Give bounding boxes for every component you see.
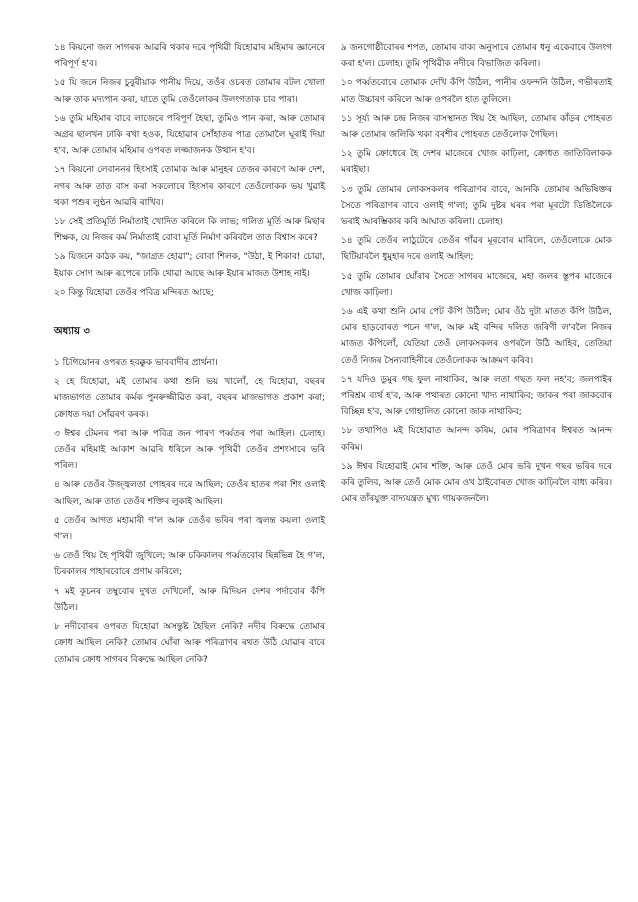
verse-paragraph: ২০ কিন্তু যিহোৱা তেওঁৰ পবিত্ৰ মন্দিৰত আছে; [54,287,214,298]
verse-paragraph: ১৪ কিয়নো জল সাগৰক আৱৰি থকাৰ দৰে পৃথিৱী যিহোৱাৰ মহিমাৰ জ্ঞানেৰে পৰিপূৰ্ণ হ'ব। [54,43,325,70]
verse-paragraph: ১৮ তথাপিও মই যিহোৱাত আনন্দ কৰিম, মোৰ পৰিত্ৰাণৰ ঈশ্বৰত আনন্দ কৰিম। [341,426,612,453]
verse-paragraph: ২ হে যিহোৱা, মই তোমাৰ কথা শুনি ভয় খালোঁ, হে যিহোৱা, বছৰৰ মাজভাগত তোমাৰ কৰ্মক পুনৰুজ্জীৱিত কৰা, বছৰৰ মাজভাগত প্ৰকাশ কৰা; ক্ৰোধত দয়া সোঁৱৰণ কৰক। [54,377,325,420]
verse-paragraph: ১৫ তুমি তোমাৰ ঘোঁৰাৰ সৈতে সাগৰৰ মাজেৰে, মহা জলৰ স্তূপৰ মাজেৰে খোজ কাঢ়িলা। [341,271,612,298]
verse-paragraph: ১৯ যিজনে কাঠক কয়, "জাগ্ৰত হোৱা"; বোবা শিলক, "উঠা, ই শিকাব! চোৱা, ইয়াক সোণ আৰু ৰূপেৰে ঢাকি থোৱা আছে আৰু ইয়াৰ মাজত উশাহ নাই। [54,252,325,279]
verse-paragraph: ১৮ সেই প্ৰতিমূৰ্তি নিৰ্মাতাই খোদিত কৰিলে কি লাভ; গলিত মূৰ্তি আৰু মিছাৰ শিক্ষক, যে নিজৰ কৰ্ম নিৰ্মাতাই বোবা মূৰ্তি নিৰ্মাণ কৰিবলৈ তাত বিশ্বাস কৰে? [54,217,325,244]
verse-paragraph: ১৬ এই কথা শুনি মোৰ পেট কঁপি উঠিল; মোৰ ওঁঠ দুটা মাতত কঁপি উঠিল, মোৰ হাড়বোৰত পচন গ'ল, আৰু মই বন্দিৰ দলিত জৰিণী ল'বলৈ নিজৰ মাজত কঁপিলোঁ, যেতিয়া তেওঁ লোকসকলৰ ওপৰলৈ উঠি আহিব, তেতিয়া তেওঁ নিজৰ সৈন্যবাহিনীৰে তেওঁলোকক আক্ৰমণ কৰিব। [341,307,612,366]
verse-paragraph: ১৭ যদিও ডুমুৰ গছ ফুল নাথাকিব, আৰু লতা গছত ফল নহ'ব; জলপাইৰ পৰিশ্ৰম ব্যৰ্থ হ'ব, আৰু পথাৰত কোনো খাদ্য নাথাকিব; জাকৰ পৰা জাকবোৰ বিচ্ছিন্ন হ'ব, আৰু গোহালিত কোনো জাক নাথাকিব; [341,374,612,418]
chapter-heading: অধ্যায় ৩ [54,326,90,338]
verse-paragraph: ১৭ কিয়নো লেবাননৰ হিংসাই তোমাক আৰু মানুহৰ তেজৰ কাৰণে আৰু দেশ, নগৰ আৰু তাত বাস কৰা সকলোৰে হিংসাৰ কাৰণে তেওঁলোকক ভয় খুৱাই থকা পশুৰ লুণ্ঠন আৱৰি ৰাখিব। [54,165,325,208]
verse-paragraph: ৯ জনগোষ্ঠীবোৰৰ শপত, তোমাৰ বাক্য অনুসাৰে তোমাৰ ধনু একেবাৰে উলংগ কৰা হ'ল। চেলাহ। তুমি পৃথিৱীক নদীৰে বিভাজিত কৰিলা। [341,43,612,70]
verse-paragraph: ৮ নদীবোৰৰ ওপৰত যিহোৱা অসন্তুষ্ট হৈছিল নেকি? নদীৰ বিৰুদ্ধে তোমাৰ ক্ৰোধ আছিল নেকি? তোমাৰ ঘোঁৰা আৰু পৰিত্ৰাণৰ ৰথত উঠি যোৱাৰ বাবে তোমাৰ ক্ৰোধ সাগৰৰ বিৰুদ্ধে আছিল নেকি? [54,622,325,665]
verse-paragraph: ১ চিগিয়োনৰ ওপৰত হবক্কুক ভাববাদীৰ প্ৰাৰ্থনা। [54,358,218,369]
verse-paragraph: ১১ সূৰ্য্য আৰু চন্দ্ৰ নিজৰ বাসস্থানত থিয় হৈ আছিল, তোমাৰ কাঁড়ৰ পোহৰত আৰু তোমাৰ জলিকি থকা বৰশীৰ পোহৰত তেওঁলোক গৈছিল। [341,113,612,141]
verse-paragraph: ১৫ যি জনে নিজৰ চুবুৰীয়াক পানীয় দিয়ে, তওঁৰ ওচৰত তোমাৰ বটল খোলা আৰু তাক মদ্যপান কৰা, যাতে তুমি তেওঁলোকৰ উলংগতাক চাব পাৰা। [54,78,325,105]
verse-paragraph: ৩ ঈশ্বৰ টেমনৰ পৰা আৰু পবিত্ৰ জন পাৰণ পৰ্ব্বতৰ পৰা আহিল। চেলাহ। তেওঁৰ মহিমাই আকাশ আৱৰি ধৰিলে আৰু পৃথিৱী তেওঁৰ প্ৰশংসাৰে ভৰি পৰিল। [54,428,325,472]
verse-paragraph: ১৪ তুমি তেওঁৰ লাঠুটেৰে তেওঁৰ গাঁৱৰ মূৰবোৰ মাৰিলে, তেওঁলোকে মোক ছিটিয়াবলৈ ধুমুহাৰ দৰে ওলাই আহিল; [341,236,612,263]
two-column-layout [54,40,612,671]
verse-paragraph: ৫ তেওঁৰ আগত মহামাৰী গ'ল আৰু তেওঁৰ ভৰিৰ পৰা জ্বলন্ত কয়লা ওলাই গ'ল। [54,515,325,543]
verse-paragraph: ১২ তুমি ক্ৰোধেৰে হৈ দেশৰ মাজেৰে খোজ কাঢ়িলা, ক্ৰোধত জাতিবিলাকক মৰাইছা। [341,149,612,176]
verse-paragraph: ৪ আৰু তেওঁৰ উজ্জ্বলতা পোহৰৰ দৰে আছিল; তেওঁৰ হাতৰ পৰা শিং ওলাই আছিল, আৰু তাত তেওঁৰ শক্তিৰ লুকাই আছিল। [54,480,325,507]
right-column [341,40,612,671]
verse-paragraph: ৭ মই কূচনৰ তম্বুবোৰ দুখত দেখিলোঁ, আৰু মিদিয়ন দেশৰ পৰ্দাবোৰ কঁপি উঠিল। [54,586,325,613]
verse-paragraph: ১৩ তুমি তোমাৰ লোকসকলৰ পৰিত্ৰাণৰ বাবে, আনকি তোমাৰ অভিষিক্তৰ সৈতে পৰিত্ৰাণৰ বাবে ওলাই গ'লা; তুমি দুষ্টৰ ঘৰৰ পৰা মূৰটো ডিঙিলৈকে ভৰাই আৰম্ভিকাৰ কৰি আঘাত কৰিলা। চেলাহ। [341,184,612,228]
verse-paragraph: ১০ পৰ্ব্বতবোৰে তোমাক দেখি কঁপি উঠিল, পানীৰ ওফন্দনি উঠিল, গভীৰতাই মাত উচ্চাৰণ কৰিলে আৰু ওপৰলৈ হাত তুলিলে। [341,78,612,105]
verse-paragraph: ৬ তেওঁ থিয় হৈ পৃথিৱী জুখিলে; আৰু চকিকালৰ পৰ্ব্বতবোৰ ছিন্নভিন্ন হৈ গ'ল, চিৰকালৰ পাহাৰবোৰে প্ৰণাম কৰিলে; [54,551,325,578]
verse-paragraph: ১৯ ঈশ্বৰ যিহোৱাই মোৰ শক্তি, আৰু তেওঁ মোৰ ভৰি দুখন গছৰ ভৰিৰ দৰে কৰি তুলিব, আৰু তেওঁ মোক মোৰ ওখ ঠাইবোৰত খোজ কাঢ়িবলৈ বাধ্য কৰিব। মোৰ তাঁৰযুক্ত বাদ্যযন্ত্ৰত মুখ্য গায়কজনলৈ। [341,461,612,505]
left-column [54,40,325,671]
verse-paragraph: ১৬ তুমি মহিমাৰ বাবে লাজেৰে পৰিপূৰ্ণ হৈছা, তুমিও পান কৰা, আৰু তোমাৰ অগ্ৰৰ ছালখন ঢাকি ৰখা হওক, যিহোৱাৰ সোঁহাতৰ পাত্ৰ তোমালৈ ঘূৰাই দিয়া হ'ব, আৰু তোমাৰ মহিমাৰ ওপৰত লজ্জাজনক উত্থান হ'ব। [54,113,325,157]
